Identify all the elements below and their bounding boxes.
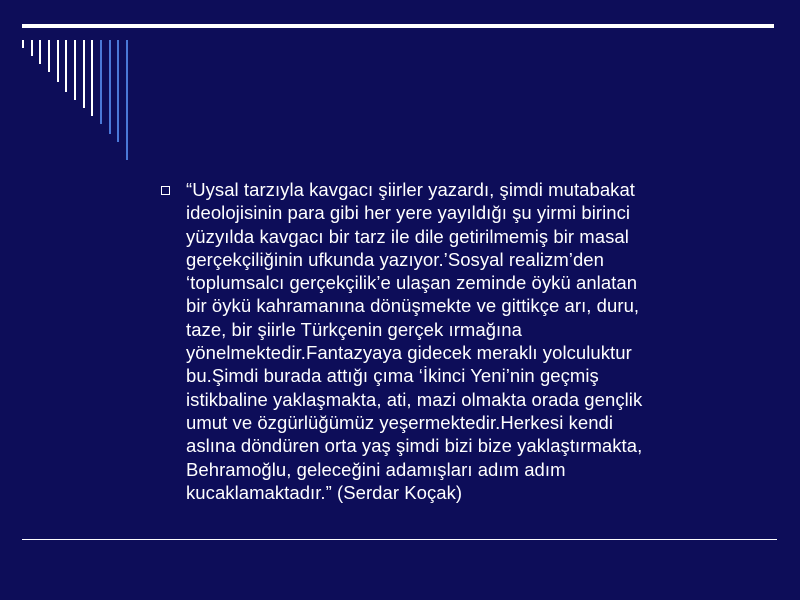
quote-line: gerçekçiliğinin ufkunda yazıyor.’Sosyal realizm’den bbox=[186, 248, 604, 270]
quote-line: kucaklamaktadır.” (Serdar Koçak) bbox=[186, 481, 463, 503]
quote-line: yönelmektedir.Fantazyaya gidecek meraklı yolculuktur bbox=[186, 342, 632, 364]
stripe bbox=[65, 40, 67, 92]
quote-line: aslına döndüren orta yaş şimdi bizi bize yaklaştırmakta, bbox=[186, 435, 643, 457]
quote-line: “Uysal tarzıyla kavgacı şiirler yazardı, şimdi mutabakat bbox=[186, 179, 635, 200]
stripe bbox=[22, 40, 24, 48]
stripe bbox=[109, 40, 111, 134]
stripe bbox=[48, 40, 50, 72]
quote-line: umut ve özgürlüğümüz yeşermektedir.Herkesi kendi bbox=[186, 411, 614, 433]
stripe bbox=[83, 40, 85, 108]
quote-line: bir öykü kahramanına dönüşmekte ve gittikçe arı, duru, bbox=[186, 295, 640, 317]
hollow-square-bullet-icon bbox=[161, 186, 170, 195]
stripe bbox=[117, 40, 119, 142]
stripe bbox=[31, 40, 33, 56]
stripe bbox=[91, 40, 93, 116]
stripe bbox=[39, 40, 41, 64]
quote-line: yüzyılda kavgacı bir tarz ile dile getirilmemiş bir masal bbox=[186, 225, 629, 247]
quote-line: ideolojisinin para gibi her yere yayıldığı şu yirmi birinci bbox=[186, 202, 631, 224]
quote-line: ‘toplumsalcı gerçekçilik’e ulaşan zeminde öykü anlatan bbox=[186, 272, 638, 294]
bottom-divider-line bbox=[22, 539, 777, 540]
quote-line: taze, bir şiirle Türkçenin gerçek ırmağına bbox=[186, 318, 522, 340]
quote-paragraph bbox=[186, 178, 746, 504]
stripe bbox=[57, 40, 59, 82]
quote-line: istikbaline yaklaşmakta, ati, mazi olmakta orada gençlik bbox=[186, 388, 643, 410]
stripe bbox=[100, 40, 102, 124]
stripe bbox=[126, 40, 128, 160]
decorative-stripes bbox=[0, 0, 140, 170]
quote-line: bu.Şimdi burada attığı çıma ‘İkinci Yeni’nin geçmiş bbox=[186, 365, 599, 387]
stripe bbox=[74, 40, 76, 100]
quote-line: Behramoğlu, geleceğini adamışları adım adım bbox=[186, 458, 566, 480]
